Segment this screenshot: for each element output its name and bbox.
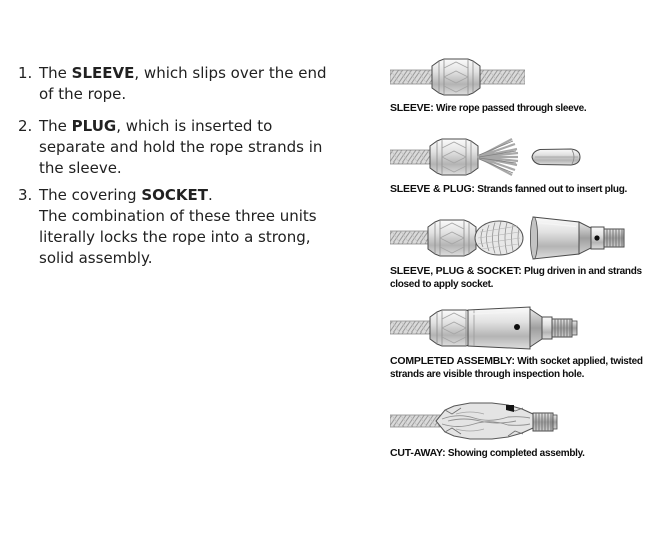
caption-term: SLEEVE, PLUG & SOCKET: — [390, 265, 522, 277]
item-text — [39, 63, 327, 105]
caption-text: Wire rope passed through sleeve. — [436, 103, 587, 114]
figure-caption — [390, 265, 650, 291]
text-line: The covering SOCKET. — [39, 186, 213, 204]
text-line: literally locks the rope into a strong, — [39, 228, 311, 246]
item-number: 3. — [18, 186, 33, 204]
instruction-item-sleeve — [18, 63, 327, 105]
closed-strands-bulb — [475, 221, 523, 255]
caption-term: CUT-AWAY: — [390, 447, 446, 459]
socket-assembled — [468, 307, 577, 349]
text-line: solid assembly. — [39, 249, 153, 267]
figure-sleeve-plug-socket — [390, 214, 650, 291]
threaded-tip — [604, 229, 624, 247]
caption-term: COMPLETED ASSEMBLY: — [390, 355, 515, 367]
fanned-strands — [478, 139, 518, 175]
figure-completed-assembly — [390, 304, 650, 381]
cutaway-body — [436, 403, 533, 439]
item-number: 1. — [18, 64, 33, 82]
item-text — [39, 185, 317, 269]
item-number: 2. — [18, 117, 33, 135]
socket-part — [530, 217, 624, 259]
item-text — [39, 116, 322, 179]
text-line: of the rope. — [39, 85, 127, 103]
plug-part — [532, 149, 580, 165]
text-line: The combination of these three units — [39, 207, 317, 225]
text-line: The SLEEVE, which slips over the end — [39, 64, 327, 82]
inspection-hole — [514, 324, 520, 330]
instruction-item-plug — [18, 116, 322, 179]
caption-text: With socket applied, twisted strands are visible through inspection hole. — [390, 356, 643, 380]
completed-assembly-illustration — [390, 304, 590, 352]
caption-term: SLEEVE & PLUG: — [390, 183, 475, 195]
text-line: the sleeve. — [39, 159, 122, 177]
sleeve-plug-socket-illustration — [390, 214, 625, 262]
figure-sleeve-plug — [390, 134, 650, 197]
figure-cut-away — [390, 398, 650, 461]
sleeve-part — [430, 139, 478, 175]
sleeve-part — [428, 220, 476, 256]
wire-rope — [390, 231, 434, 244]
sleeve-part — [432, 59, 480, 95]
sleeve-plug-illustration — [390, 134, 582, 180]
caption-text: Plug driven in and strands closed to apply socket. — [390, 266, 642, 290]
figure-caption — [390, 447, 650, 461]
inspection-hole — [594, 235, 599, 240]
caption-text: Showing completed assembly. — [447, 448, 585, 459]
text-line: separate and hold the rope strands in — [39, 138, 323, 156]
text-line: The PLUG, which is inserted to — [39, 117, 273, 135]
caption-term: SLEEVE: — [390, 102, 434, 114]
caption-text: Strands fanned out to insert plug. — [477, 184, 628, 195]
figure-caption — [390, 355, 650, 381]
figure-sleeve — [390, 55, 650, 116]
threaded-tip — [533, 413, 553, 431]
figure-caption — [390, 102, 650, 116]
figure-caption — [390, 183, 650, 197]
cut-away-illustration — [390, 398, 562, 444]
instruction-item-socket — [18, 185, 317, 269]
threaded-tip — [552, 319, 572, 337]
wire-rope — [390, 415, 440, 427]
sleeve-illustration — [390, 55, 525, 99]
